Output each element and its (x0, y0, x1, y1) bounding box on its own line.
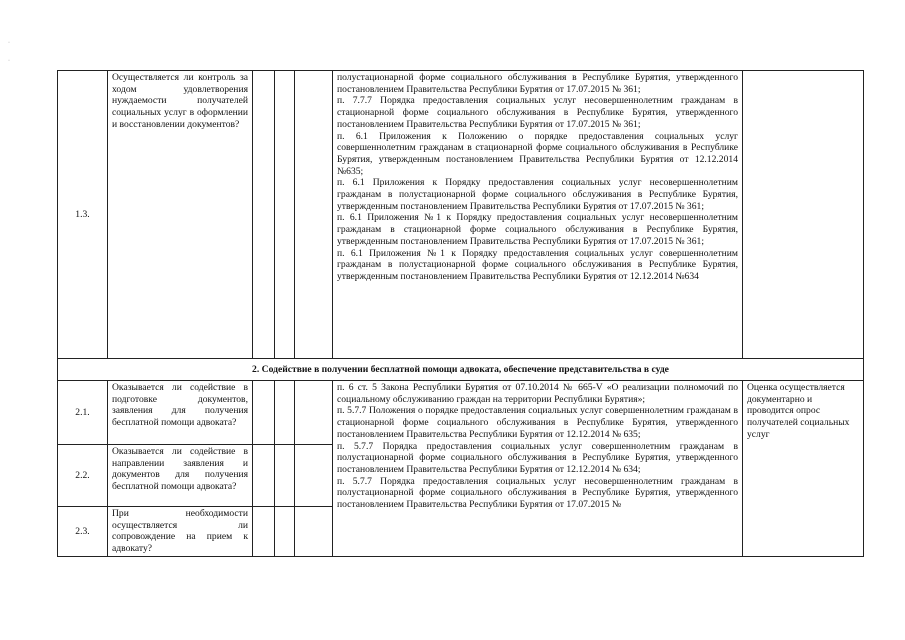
reference-item: п. 6.1 Приложения к Порядку предоставления социальных услуг несовершеннолетним гражданам в полустационарной форме социального обслуживания в Республике Бурятия, утвержденным постановлением Правительства Республики Бурятия от 17.07.2015 № 361; (337, 177, 738, 212)
row-number: 1.3. (58, 71, 108, 359)
row-number: 2.1. (58, 381, 108, 445)
reference-item: п. 7.7.7 Порядка предоставления социальных услуг несовершеннолетним гражданам в стационарной форме социального обслуживания в Республике Бурятия, утвержденного постановлением Правительства Республики Бурятия от 17.07.2015 № 361; (337, 95, 738, 130)
answer-cell-no (275, 507, 295, 557)
assessment-method: Оценка осуществляется документарно и проводится опрос получателей социальных услуг (743, 381, 864, 557)
answer-cell-na (295, 445, 333, 507)
answer-cell-no (275, 445, 295, 507)
checklist-table (57, 70, 864, 557)
row-question: Оказывается ли содействие в подготовке документов, заявления для получения бесплатной помощи адвоката? (108, 381, 253, 445)
row-number: 2.3. (58, 507, 108, 557)
row-references (333, 71, 743, 359)
reference-item: п. 5.7.7 Порядка предоставления социальных услуг несовершеннолетним гражданам в полустационарной форме социального обслуживания в Республике Бурятия, утвержденного постановлением Правительства Республики Бурятия от 17.07.2015 № (337, 475, 738, 511)
section-header-row (58, 359, 864, 381)
answer-cell-yes (253, 445, 275, 507)
answer-cell-na (295, 507, 333, 557)
reference-item: п. 6 ст. 5 Закона Республики Бурятия от 07.10.2014 № 665-V «О реализации полномочий по социальному обслуживанию граждан на территории Республики Бурятия»; (337, 382, 738, 405)
answer-cell-na (295, 71, 333, 359)
reference-item: п. 6.1 Приложения к Положению о порядке предоставления социальных услуг совершеннолетним гражданам в стационарной форме социального обслуживания в Республике Бурятия, утвержденным постановлением Правительства Республики Бурятия от 12.12.2014 №635; (337, 130, 738, 177)
answer-cell-yes (253, 507, 275, 557)
reference-item: п. 5.7.7 Порядка предоставления социальных услуг совершеннолетним гражданам в полустационарной форме социального обслуживания в Республике Бурятия, утвержденного постановлением Правительства Республики Бурятия от 12.12.2014 № 634; (337, 440, 738, 475)
answer-cell-yes (253, 381, 275, 445)
answer-cell-na (295, 381, 333, 445)
reference-item: п. 5.7.7 Положения о порядке предоставления социальных услуг совершеннолетним гражданам в стационарной форме социального обслуживания в Республике Бурятия, утвержденного постановлением Правительства Республики Бурятия от 12.12.2014 № 635; (337, 405, 738, 440)
row-question: Оказывается ли содействие в направлении заявления и документов для получения бесплатной помощи адвоката? (108, 445, 253, 507)
reference-item: п. 6.1 Приложения №1 к Порядку предоставления социальных услуг несовершеннолетним гражданам в стационарной форме социального обслуживания в Республике Бурятия, утвержденным постановлением Правительства Республики Бурятия от 17.07.2015 № 361; (337, 212, 738, 247)
answer-cell-no (275, 71, 295, 359)
scan-mark: · (8, 58, 10, 64)
answer-cell-no (275, 381, 295, 445)
reference-item: полустационарной форме социального обслуживания в Республике Бурятия, утвержденного постановлением Правительства Республики Бурятия от 17.07.2015 № 361; (337, 72, 738, 95)
row-number: 2.2. (58, 445, 108, 507)
table-row (58, 381, 864, 445)
assessment-cell (743, 71, 864, 359)
scan-mark: · (8, 40, 10, 46)
row-question: При необходимости осуществляется ли сопровождение на прием к адвокату? (108, 507, 253, 557)
section2-references (333, 381, 743, 557)
table-row (58, 71, 864, 359)
row-question: Осуществляется ли контроль за ходом удовлетворения нуждаемости получателей социальных услуг в оформлении и восстановлении документов? (108, 71, 253, 359)
reference-item: п. 6.1 Приложения №1 к Порядку предоставления социальных услуг совершеннолетним гражданам в полустационарной форме социального обслуживания в Республике Бурятия, утвержденным постановлением Правительства Республики Бурятия от 12.12.2014 №634 (337, 247, 738, 282)
section-title: 2. Содействие в получении бесплатной помощи адвоката, обеспечение представительства в суде (58, 359, 864, 381)
answer-cell-yes (253, 71, 275, 359)
